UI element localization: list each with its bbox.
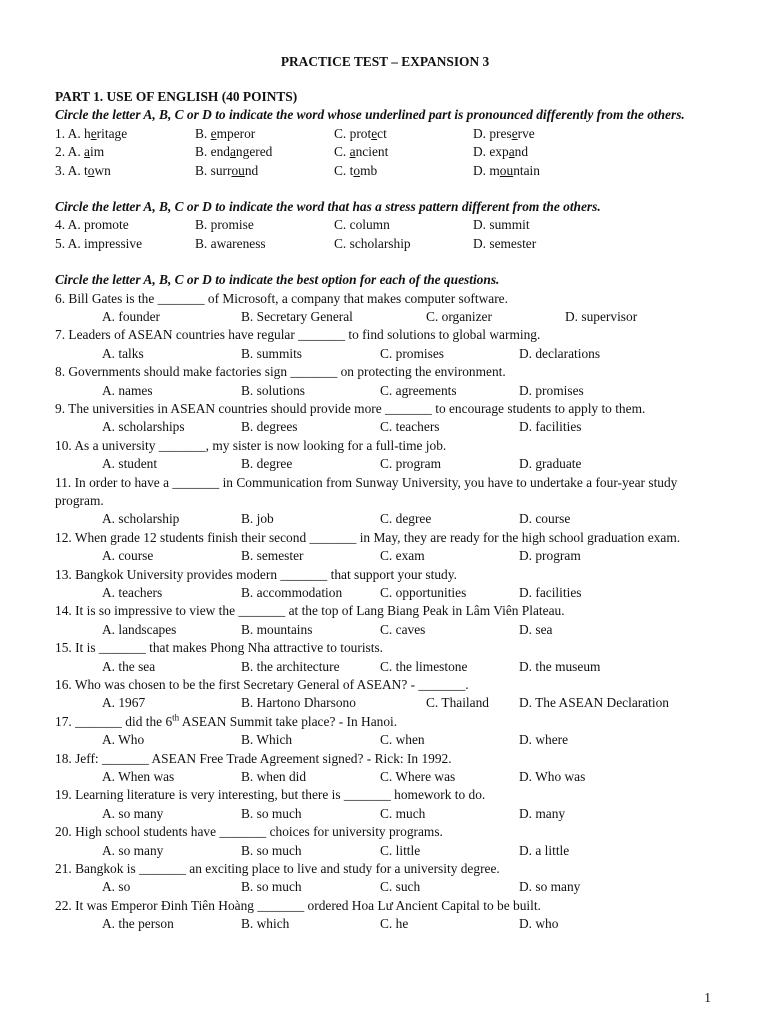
answer-option[interactable]: B. emperor [195, 125, 256, 141]
answer-option[interactable]: D. declarations [519, 345, 601, 361]
answer-option[interactable]: C. when [380, 732, 425, 748]
answer-option[interactable]: A. student [102, 456, 158, 472]
answer-options [55, 308, 715, 326]
question-row [55, 143, 715, 161]
answer-option[interactable]: B. which [241, 916, 290, 932]
answer-options [55, 510, 715, 528]
answer-option[interactable]: A. founder [102, 308, 161, 324]
part1-heading: PART 1. USE OF ENGLISH (40 POINTS) [55, 89, 298, 104]
answer-option[interactable]: D. many [519, 805, 566, 821]
answer-option[interactable]: B. mountains [241, 621, 313, 637]
answer-option[interactable]: 2. A. aim [55, 144, 105, 160]
question-stem: 15. It is _______ that makes Phong Nha attractive to tourists. [55, 640, 384, 656]
answer-option[interactable]: D. the museum [519, 658, 601, 674]
answer-options [55, 418, 715, 436]
answer-option[interactable]: C. agreements [380, 382, 457, 398]
answer-option[interactable]: B. so much [241, 879, 302, 895]
answer-option[interactable]: D. facilities [519, 419, 582, 435]
answer-option[interactable]: A. the sea [102, 658, 156, 674]
answer-option[interactable]: A. teachers [102, 584, 163, 600]
answer-option[interactable]: B. the architecture [241, 658, 340, 674]
answer-option[interactable]: 1. A. heritage [55, 125, 128, 141]
answer-option[interactable]: D. so many [519, 879, 581, 895]
answer-option[interactable]: B. degree [241, 456, 293, 472]
answer-options [55, 547, 715, 565]
question-stem: 11. In order to have a _______ in Communication from Sunway University, you have to undertake a four-year study program. [55, 474, 678, 508]
answer-option[interactable]: B. promise [195, 217, 254, 233]
answer-option[interactable]: C. column [334, 217, 390, 233]
answer-option[interactable]: B. so much [241, 842, 302, 858]
answer-options [55, 455, 715, 473]
answer-option[interactable]: D. where [519, 732, 569, 748]
answer-option[interactable]: 3. A. town [55, 162, 111, 178]
answer-option[interactable]: 4. A. promote [55, 217, 129, 233]
answer-option[interactable]: A. so [102, 879, 131, 895]
question-stem: 6. Bill Gates is the _______ of Microsoft, a company that makes computer software. [55, 290, 508, 306]
answer-option[interactable]: C. exam [380, 548, 425, 564]
answer-options [55, 731, 715, 749]
answer-option[interactable]: C. organizer [426, 308, 492, 324]
answer-option[interactable]: C. teachers [380, 419, 440, 435]
question-stem: 10. As a university _______, my sister is now looking for a full-time job. [55, 437, 447, 453]
answer-option[interactable]: D. Who was [519, 768, 586, 784]
document-page [55, 52, 715, 933]
answer-option[interactable]: D. graduate [519, 456, 582, 472]
answer-option[interactable]: C. program [380, 456, 441, 472]
answer-options [55, 621, 715, 639]
answer-option[interactable]: B. Which [241, 732, 293, 748]
question-row [55, 162, 715, 180]
answer-option[interactable]: D. facilities [519, 584, 582, 600]
answer-options [55, 694, 715, 712]
answer-option[interactable]: B. Hartono Dharsono [241, 695, 356, 711]
answer-option[interactable]: D. mountain [473, 162, 540, 178]
answer-option[interactable]: A. names [102, 382, 153, 398]
answer-option[interactable]: B. degrees [241, 419, 298, 435]
page-title: PRACTICE TEST – EXPANSION 3 [280, 54, 490, 69]
answer-option[interactable]: A. landscapes [102, 621, 177, 637]
question-stem: 20. High school students have _______ choices for university programs. [55, 824, 443, 840]
answer-option[interactable]: B. endangered [195, 144, 273, 160]
answer-options [55, 768, 715, 786]
answer-option[interactable]: D. sea [519, 621, 553, 637]
answer-option[interactable]: B. solutions [241, 382, 305, 398]
answer-options [55, 345, 715, 363]
answer-option[interactable]: D. program [519, 548, 581, 564]
question-stem: 22. It was Emperor Đinh Tiên Hoàng _______ ordered Hoa Lư Ancient Capital to be built. [55, 897, 541, 913]
answer-option[interactable]: D. a little [519, 842, 570, 858]
answer-option[interactable]: C. tomb [334, 162, 378, 178]
answer-option[interactable]: D. preserve [473, 125, 535, 141]
pronunciation-questions [55, 125, 715, 180]
answer-option[interactable]: A. 1967 [102, 695, 146, 711]
answer-options [55, 658, 715, 676]
answer-option[interactable]: A. so many [102, 842, 164, 858]
instruction-pronunciation: Circle the letter A, B, C or D to indicate the word whose underlined part is pronounced differently from the others. [55, 107, 685, 123]
answer-option[interactable]: C. Where was [380, 768, 456, 784]
answer-option[interactable]: D. summit [473, 217, 530, 233]
question-stem: 19. Learning literature is very interesting, but there is _______ homework to do. [55, 787, 486, 803]
answer-options [55, 805, 715, 823]
answer-option[interactable]: D. course [519, 511, 571, 527]
answer-option[interactable]: C. opportunities [380, 584, 467, 600]
question-stem: 7. Leaders of ASEAN countries have regular _______ to find solutions to global warming. [55, 327, 541, 343]
answer-option[interactable]: A. so many [102, 805, 164, 821]
answer-option[interactable]: B. summits [241, 345, 303, 361]
answer-option[interactable]: B. awareness [195, 235, 266, 251]
answer-option[interactable]: D. who [519, 916, 559, 932]
question-row [55, 216, 715, 234]
answer-option[interactable]: D. promises [519, 382, 584, 398]
multiple-choice-questions [55, 290, 715, 934]
instruction-stress: Circle the letter A, B, C or D to indicate the word that has a stress pattern different from the others. [55, 198, 601, 214]
answer-option[interactable]: B. so much [241, 805, 302, 821]
answer-option[interactable]: C. promises [380, 345, 444, 361]
answer-option[interactable]: A. Who [102, 732, 145, 748]
answer-option[interactable]: B. Secretary General [241, 308, 353, 324]
question-stem: 17. _______ did the 6th ASEAN Summit take place? - In Hanoi. [55, 712, 398, 729]
answer-option[interactable]: C. little [380, 842, 421, 858]
answer-option[interactable]: C. ancient [334, 144, 389, 160]
answer-option[interactable]: A. When was [102, 768, 175, 784]
answer-option[interactable]: B. accommodation [241, 584, 343, 600]
answer-option[interactable]: B. job [241, 511, 274, 527]
answer-option[interactable]: A. course [102, 548, 154, 564]
answer-option[interactable]: D. semester [473, 235, 537, 251]
answer-option[interactable]: C. Thailand [426, 695, 489, 711]
answer-option[interactable]: C. degree [380, 511, 432, 527]
answer-option[interactable]: A. scholarship [102, 511, 180, 527]
question-stem: 9. The universities in ASEAN countries should provide more _______ to encourage students to apply to them. [55, 400, 646, 416]
answer-options [55, 382, 715, 400]
question-stem: 21. Bangkok is _______ an exciting place to live and study for a university degree. [55, 860, 500, 876]
answer-option[interactable]: B. surround [195, 162, 259, 178]
answer-option[interactable]: A. the person [102, 916, 174, 932]
page-number: 1 [704, 990, 711, 1005]
question-stem: 16. Who was chosen to be the first Secretary General of ASEAN? - _______. [55, 676, 469, 692]
stress-questions [55, 216, 715, 253]
answer-options [55, 842, 715, 860]
instruction-best-option: Circle the letter A, B, C or D to indicate the best option for each of the questions. [55, 272, 500, 288]
answer-options [55, 878, 715, 896]
answer-option[interactable]: C. he [380, 916, 409, 932]
question-stem: 12. When grade 12 students finish their second _______ in May, they are ready for the high school graduation exam. [55, 529, 681, 545]
answer-option[interactable]: A. scholarships [102, 419, 185, 435]
answer-option[interactable]: C. scholarship [334, 235, 411, 251]
question-row [55, 235, 715, 253]
answer-option[interactable]: D. The ASEAN Declaration [519, 695, 669, 711]
question-stem: 13. Bangkok University provides modern _______ that support your study. [55, 566, 457, 582]
answer-option[interactable]: C. much [380, 805, 426, 821]
answer-option[interactable]: A. talks [102, 345, 144, 361]
answer-option[interactable]: C. such [380, 879, 421, 895]
answer-option[interactable]: B. semester [241, 548, 304, 564]
answer-option[interactable]: D. expand [473, 144, 529, 160]
question-stem: 18. Jeff: _______ ASEAN Free Trade Agreement signed? - Rick: In 1992. [55, 750, 452, 766]
answer-option[interactable]: B. when did [241, 768, 307, 784]
question-stem: 14. It is so impressive to view the _______ at the top of Lang Biang Peak in Lâm Viên Plateau. [55, 603, 565, 619]
answer-options [55, 915, 715, 933]
question-row [55, 125, 715, 143]
answer-option[interactable]: C. caves [380, 621, 426, 637]
answer-option[interactable]: C. protect [334, 125, 387, 141]
answer-options [55, 584, 715, 602]
question-stem: 8. Governments should make factories sign _______ on protecting the environment. [55, 364, 506, 380]
answer-option[interactable]: 5. A. impressive [55, 235, 143, 251]
answer-option[interactable]: D. supervisor [565, 308, 638, 324]
answer-option[interactable]: C. the limestone [380, 658, 468, 674]
